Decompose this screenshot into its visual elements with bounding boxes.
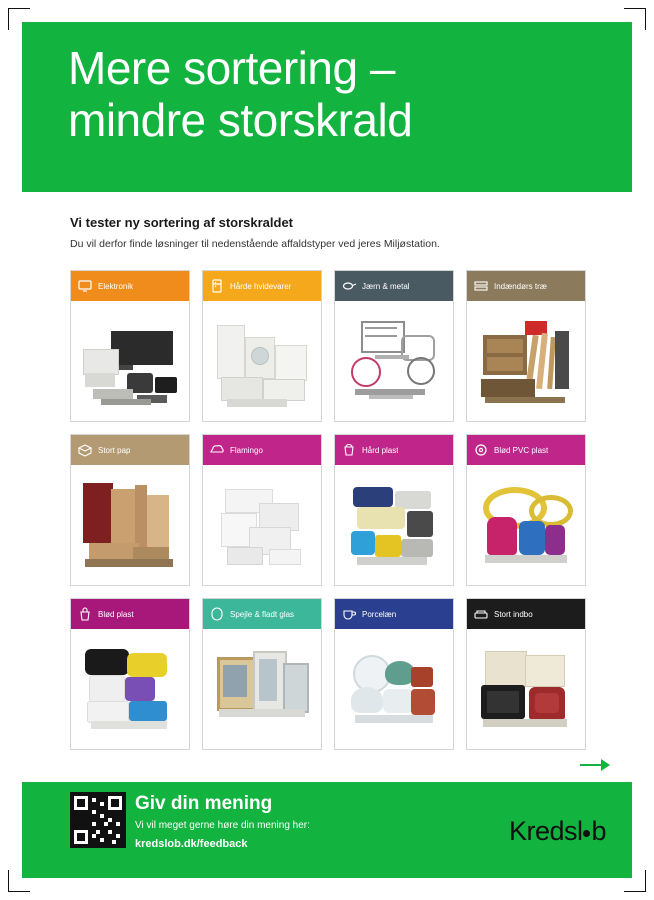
card-header — [203, 271, 321, 301]
footer-title: Giv din mening — [135, 793, 273, 814]
crop-mark — [645, 8, 646, 30]
arrow-right-icon — [580, 758, 610, 772]
waste-card-bloed-plast[interactable] — [70, 598, 190, 750]
hose-icon — [473, 442, 489, 458]
page-title — [68, 42, 608, 146]
brand-dot-icon — [583, 830, 590, 837]
waste-card-haarde-hvidevarer[interactable] — [202, 270, 322, 422]
card-photo-bloed-plast — [71, 629, 189, 749]
waste-card-elektronik[interactable] — [70, 270, 190, 422]
crop-mark — [624, 891, 646, 892]
intro-text: Du vil derfor finde løsninger til nedenstående affaldstyper ved jeres Miljøstation. — [70, 238, 440, 250]
brand-text-2: b — [591, 816, 606, 846]
card-label: Jærn & metal — [362, 281, 410, 291]
card-label: Blød PVC plast — [494, 445, 549, 455]
card-photo-trae — [467, 301, 585, 421]
card-label: Indændørs træ — [494, 281, 547, 291]
card-photo-metal — [335, 301, 453, 421]
card-photo-haard-plast — [335, 465, 453, 585]
sofa-icon — [473, 606, 489, 622]
qr-code[interactable] — [70, 792, 126, 848]
waste-type-grid — [70, 270, 586, 750]
card-header — [203, 435, 321, 465]
card-photo-indbo — [467, 629, 585, 749]
page-title-line-1: Mere sortering – — [68, 42, 395, 94]
pan-icon — [341, 278, 357, 294]
bag-icon — [77, 606, 93, 622]
card-label: Hårde hvidevarer — [230, 281, 292, 291]
card-label: Blød plast — [98, 609, 134, 619]
card-photo-pvc — [467, 465, 585, 585]
card-header — [71, 599, 189, 629]
card-header — [467, 599, 585, 629]
footer-subtitle: Vi vil meget gerne høre din mening her: — [135, 820, 310, 831]
waste-card-bloed-pvc-plast[interactable] — [466, 434, 586, 586]
waste-card-spejle-fladt-glas[interactable] — [202, 598, 322, 750]
crop-mark — [8, 8, 30, 9]
crop-mark — [645, 870, 646, 892]
feedback-link[interactable]: kredslob.dk/feedback — [135, 838, 248, 850]
foam-icon — [209, 442, 225, 458]
brand-logo — [509, 816, 606, 847]
card-header — [203, 599, 321, 629]
waste-card-stort-pap[interactable] — [70, 434, 190, 586]
waste-card-stort-indbo[interactable] — [466, 598, 586, 750]
card-label: Flamingo — [230, 445, 263, 455]
tv-icon — [77, 278, 93, 294]
page-title-line-2: mindre storskrald — [68, 94, 413, 146]
cup-icon — [341, 606, 357, 622]
card-header — [71, 271, 189, 301]
card-header — [335, 271, 453, 301]
waste-card-jern-metal[interactable] — [334, 270, 454, 422]
card-photo-elektronik — [71, 301, 189, 421]
card-header — [71, 435, 189, 465]
waste-card-haard-plast[interactable] — [334, 434, 454, 586]
card-photo-glas — [203, 629, 321, 749]
card-label: Spejle & fladt glas — [230, 609, 295, 619]
brand-text-1: Kredsl — [508, 816, 583, 846]
crop-mark — [8, 891, 30, 892]
card-header — [335, 435, 453, 465]
mirror-icon — [209, 606, 225, 622]
card-header — [335, 599, 453, 629]
fridge-icon — [209, 278, 225, 294]
waste-card-flamingo[interactable] — [202, 434, 322, 586]
card-header — [467, 435, 585, 465]
bucket-icon — [341, 442, 357, 458]
card-label: Stort pap — [98, 445, 131, 455]
card-label: Elektronik — [98, 281, 134, 291]
card-label: Porcelæn — [362, 609, 397, 619]
card-label: Stort indbo — [494, 609, 533, 619]
card-photo-porcelaen — [335, 629, 453, 749]
crop-mark — [624, 8, 646, 9]
card-photo-pap — [71, 465, 189, 585]
intro-heading: Vi tester ny sortering af storskraldet — [70, 215, 294, 230]
card-header — [467, 271, 585, 301]
card-photo-flamingo — [203, 465, 321, 585]
card-photo-hvidevarer — [203, 301, 321, 421]
waste-card-porcelaen[interactable] — [334, 598, 454, 750]
card-label: Hård plast — [362, 445, 399, 455]
crop-mark — [8, 8, 9, 30]
waste-card-indendoers-trae[interactable] — [466, 270, 586, 422]
box-icon — [77, 442, 93, 458]
crop-mark — [8, 870, 9, 892]
plank-icon — [473, 278, 489, 294]
